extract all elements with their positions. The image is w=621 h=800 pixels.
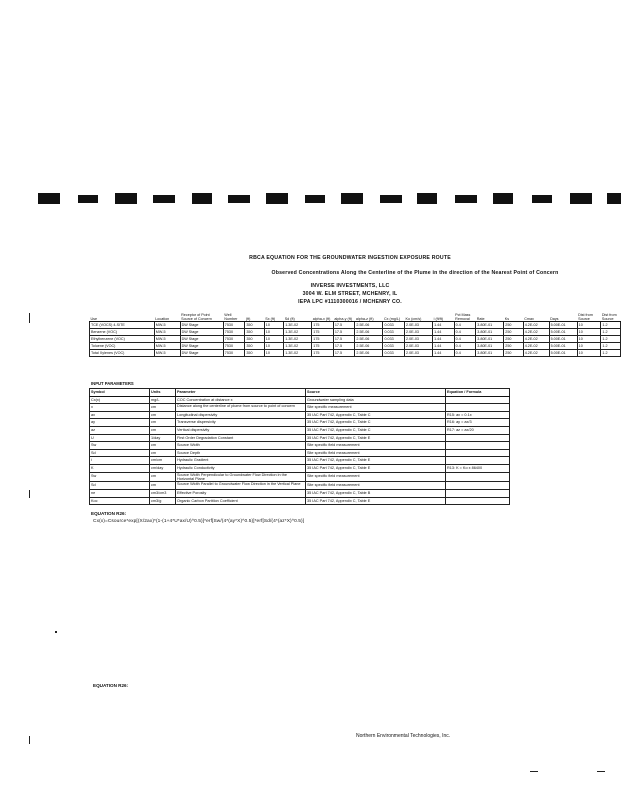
param-cell: COC Concentration at distance x: [176, 396, 306, 404]
scan-mark: [29, 736, 30, 744]
param-cell: First Order Degradation Constant: [176, 434, 306, 442]
param-cell: R13: K = Ko x 86400: [446, 464, 510, 472]
column-header: Rate: [476, 313, 504, 322]
table-cell: 4.2E-02: [523, 343, 549, 350]
param-cell: Groundwater sampling data: [306, 396, 446, 404]
param-cell: Hydraulic Conductivity: [176, 464, 306, 472]
param-cell: K: [90, 464, 150, 472]
table-cell: 5.00E-01: [549, 343, 577, 350]
param-cell: Effective Porosity: [176, 489, 306, 497]
parameter-table: [89, 388, 510, 505]
table-cell: 10: [577, 329, 601, 336]
table-cell: 2.5E-06: [355, 350, 383, 357]
table-cell: Toluene (VOC): [90, 343, 155, 350]
param-cell: 35 IAC Part 742, Appendix C, Table E: [306, 464, 446, 472]
table-cell: 3.80E-01: [476, 350, 504, 357]
table-cell: 10: [577, 350, 601, 357]
param-cell: 35 IAC Part 742, Appendix C, Table C: [306, 411, 446, 419]
column-header: Pct Mass Removal: [454, 313, 476, 322]
param-cell: cm: [150, 404, 176, 412]
param-cell: Transverse dispersivity: [176, 419, 306, 427]
param-cell: Distance along the centerline of plume from source to point of concern: [176, 404, 306, 412]
scan-mark: [29, 313, 30, 323]
table-cell: 0.4: [454, 343, 476, 350]
table-cell: 1.44: [433, 322, 455, 329]
table-cell: 2.5E-06: [355, 336, 383, 343]
table-cell: 4.2E-02: [523, 350, 549, 357]
table-cell: DW Stage: [180, 329, 223, 336]
table-cell: 1.3E-02: [284, 343, 312, 350]
table-cell: 0.033: [383, 329, 405, 336]
table-cell: 175: [312, 343, 334, 350]
param-cell: Site specific measurement: [306, 404, 446, 412]
table-cell: 1.44: [433, 329, 455, 336]
table-cell: 0.033: [383, 350, 405, 357]
column-header: Ko (cm/s): [405, 313, 433, 322]
table-cell: MW-5: [154, 329, 180, 336]
param-row: [90, 489, 510, 497]
column-header: Cx (mg/L): [383, 313, 405, 322]
param-cell: ne: [90, 489, 150, 497]
param-cell: 35 IAC Part 742, Appendix C, Table E: [306, 434, 446, 442]
table-cell: 7530: [223, 329, 245, 336]
param-row: [90, 482, 510, 490]
table-cell: 1.3E-02: [284, 350, 312, 357]
param-cell: Source Width Parallel to Groundwater Flow Direction in the Vertical Plane: [176, 482, 306, 490]
table-cell: 7530: [223, 336, 245, 343]
param-row: [90, 404, 510, 412]
param-cell: [446, 457, 510, 465]
equation-label-small: EQUATION R26:: [93, 683, 129, 688]
table-cell: 0.033: [383, 336, 405, 343]
param-cell: cm3/g: [150, 497, 176, 505]
param-cell: [446, 489, 510, 497]
param-row: [90, 396, 510, 404]
param-cell: cm: [150, 411, 176, 419]
table-cell: 3.80E-01: [476, 322, 504, 329]
table-cell: 2.0E-03: [405, 329, 433, 336]
param-cell: [446, 442, 510, 450]
table-cell: 2.0E-03: [405, 322, 433, 329]
param-cell: cm: [150, 472, 176, 482]
site-address: 3004 W. ELM STREET, MCHENRY, IL: [302, 291, 398, 297]
param-cell: [446, 434, 510, 442]
param-cell: [446, 497, 510, 505]
table-cell: 17.5: [333, 343, 355, 350]
table-cell: 1.3E-02: [284, 336, 312, 343]
param-row: [90, 472, 510, 482]
param-cell: Sw: [90, 442, 150, 450]
param-cell: Sw: [90, 472, 150, 482]
table-cell: 2.5E-06: [355, 343, 383, 350]
param-cell: [446, 482, 510, 490]
param-cell: cm: [150, 419, 176, 427]
table-cell: 7530: [223, 322, 245, 329]
table-cell: 4.2E-02: [523, 329, 549, 336]
param-row: [90, 419, 510, 427]
table-cell: MW-5: [154, 343, 180, 350]
table-row: [90, 329, 621, 336]
table-cell: 1.44: [433, 343, 455, 350]
table-cell: 0.4: [454, 336, 476, 343]
scan-mark: [530, 771, 538, 772]
param-cell: 35 IAC Part 742, Appendix C, Table E: [306, 457, 446, 465]
table-cell: 17.5: [333, 329, 355, 336]
table-cell: 1.3E-02: [284, 329, 312, 336]
table-cell: DW Stage: [180, 343, 223, 350]
param-cell: R16: ay = ax/3: [446, 419, 510, 427]
table-cell: Total Xylenes (VOC): [90, 350, 155, 357]
param-cell: Source Width Perpendicular to Groundwater Flow Direction in the Horizontal Plane: [176, 472, 306, 482]
table-cell: 1.44: [433, 336, 455, 343]
table-cell: 0.4: [454, 329, 476, 336]
param-row: [90, 449, 510, 457]
column-header: alpha-y (ft): [333, 313, 355, 322]
table-cell: 0.4: [454, 350, 476, 357]
param-cell: Site specific field measurement: [306, 482, 446, 490]
param-row: [90, 434, 510, 442]
param-cell: Site specific field measurement: [306, 442, 446, 450]
param-header-row: [90, 389, 510, 397]
column-header: alpha-x (ft): [312, 313, 334, 322]
footer-company: Northern Environmental Technologies, Inc.: [356, 733, 451, 739]
table-cell: 350: [245, 329, 264, 336]
param-cell: [446, 404, 510, 412]
page-subtitle: Observed Concentrations Along the Centerline of the Plume in the direction of the Nearest Point of Concern: [271, 270, 559, 276]
table-cell: TCE (VOCS) 4-SITE: [90, 322, 155, 329]
param-cell: Longitudinal dispersivity: [176, 411, 306, 419]
column-header: (ft): [245, 313, 264, 322]
param-cell: Organic Carbon Partition Coefficient: [176, 497, 306, 505]
param-cell: Source Depth: [176, 449, 306, 457]
param-cell: 1/day: [150, 434, 176, 442]
table-cell: 1.2: [601, 350, 621, 357]
redaction-bar-row: [0, 193, 621, 205]
table-cell: 350: [245, 336, 264, 343]
param-cell: 35 IAC Part 742, Appendix C, Table B: [306, 489, 446, 497]
param-cell: cm3/cm3: [150, 489, 176, 497]
param-cell: ax: [90, 411, 150, 419]
column-header: Location: [154, 313, 180, 322]
concentration-table: [89, 313, 621, 357]
table-cell: 3.80E-01: [476, 336, 504, 343]
param-row: [90, 497, 510, 505]
table-cell: 1.2: [601, 322, 621, 329]
table-cell: 1.2: [601, 336, 621, 343]
param-cell: Koc: [90, 497, 150, 505]
table-cell: 2.5E-06: [355, 322, 383, 329]
param-cell: [446, 396, 510, 404]
table-cell: 250: [504, 350, 523, 357]
param-column-header: Equation / Formula: [446, 389, 510, 397]
table-cell: 10: [577, 322, 601, 329]
table-header-row: [90, 313, 621, 322]
table-cell: 250: [504, 329, 523, 336]
param-cell: ay: [90, 419, 150, 427]
equation-text: Cx(x)=Csource*exp[(X/2ax)*(1-(1+4*U*ax/U)^0.5)]*erf[Sw/(4*(ay*X)^0.5)]*erf[Sd/(4*(az*X)^0.5)]: [93, 519, 305, 524]
column-header: Sx (ft): [264, 313, 283, 322]
param-cell: cm/cm: [150, 457, 176, 465]
table-cell: 1.2: [601, 343, 621, 350]
scan-mark: [55, 631, 57, 633]
table-cell: DW Stage: [180, 336, 223, 343]
param-column-header: Symbol: [90, 389, 150, 397]
param-cell: 35 IAC Part 742, Appendix C, Table C: [306, 426, 446, 434]
table-cell: 175: [312, 322, 334, 329]
table-cell: 5.00E-01: [549, 336, 577, 343]
scan-mark: [597, 771, 605, 772]
param-cell: Sd: [90, 482, 150, 490]
table-cell: MW-5: [154, 350, 180, 357]
param-cell: cm: [150, 442, 176, 450]
table-cell: 17.5: [333, 322, 355, 329]
table-cell: 17.5: [333, 336, 355, 343]
table-cell: Benzene (VOC): [90, 329, 155, 336]
table-cell: 175: [312, 329, 334, 336]
column-header: Well Number: [223, 313, 245, 322]
param-cell: Sd: [90, 449, 150, 457]
param-cell: cm: [150, 482, 176, 490]
param-cell: cm: [150, 426, 176, 434]
param-cell: R17: az = ax/20: [446, 426, 510, 434]
table-cell: 5.00E-01: [549, 322, 577, 329]
table-cell: MW-5: [154, 322, 180, 329]
param-cell: U: [90, 434, 150, 442]
table-cell: 10: [577, 336, 601, 343]
param-column-header: Parameter: [176, 389, 306, 397]
param-cell: Vertical dispersivity: [176, 426, 306, 434]
column-header: Ks: [504, 313, 523, 322]
param-cell: Source Width: [176, 442, 306, 450]
table-cell: 7530: [223, 350, 245, 357]
table-cell: 5.00E-01: [549, 329, 577, 336]
param-cell: Site specific field measurement: [306, 449, 446, 457]
table-cell: 4.2E-02: [523, 336, 549, 343]
param-cell: Hydraulic Gradient: [176, 457, 306, 465]
param-cell: x: [90, 404, 150, 412]
table-cell: 0.4: [454, 322, 476, 329]
table-cell: 350: [245, 322, 264, 329]
table-cell: 0.033: [383, 322, 405, 329]
table-cell: 10: [264, 322, 283, 329]
param-column-header: Source: [306, 389, 446, 397]
table-cell: 2.5E-06: [355, 329, 383, 336]
column-header: Use: [90, 313, 155, 322]
table-cell: 250: [504, 336, 523, 343]
column-header: Receptor of Point Source of Concern: [180, 313, 223, 322]
input-parameters-title: INPUT PARAMETERS: [91, 381, 134, 386]
table-cell: 350: [245, 350, 264, 357]
param-cell: i: [90, 457, 150, 465]
column-header: alpha-z (ft): [355, 313, 383, 322]
table-cell: 17.5: [333, 350, 355, 357]
table-cell: 3.80E-01: [476, 329, 504, 336]
table-row: [90, 343, 621, 350]
param-cell: 35 IAC Part 742, Appendix C, Table E: [306, 497, 446, 505]
table-cell: 175: [312, 350, 334, 357]
param-cell: Cx(x): [90, 396, 150, 404]
param-cell: [446, 472, 510, 482]
table-cell: 1.3E-02: [284, 322, 312, 329]
table-cell: MW-5: [154, 336, 180, 343]
table-cell: 1.44: [433, 350, 455, 357]
table-cell: 175: [312, 336, 334, 343]
page-title: RBCA EQUATION FOR THE GROUNDWATER INGESTION EXPOSURE ROUTE: [249, 255, 451, 261]
param-row: [90, 426, 510, 434]
param-cell: az: [90, 426, 150, 434]
table-cell: 10: [577, 343, 601, 350]
table-cell: 4.2E-02: [523, 322, 549, 329]
table-cell: Ethylbenzene (VOC): [90, 336, 155, 343]
table-cell: 1.2: [601, 329, 621, 336]
table-cell: DW Stage: [180, 322, 223, 329]
param-cell: mg/L: [150, 396, 176, 404]
param-cell: cm: [150, 449, 176, 457]
table-cell: 10: [264, 343, 283, 350]
table-cell: 250: [504, 322, 523, 329]
column-header: Days: [549, 313, 577, 322]
param-cell: cm/day: [150, 464, 176, 472]
column-header: Cmax: [523, 313, 549, 322]
table-cell: 350: [245, 343, 264, 350]
table-row: [90, 350, 621, 357]
param-cell: R15: ax = 0.1x: [446, 411, 510, 419]
table-cell: 7530: [223, 343, 245, 350]
param-cell: Site specific field measurement: [306, 472, 446, 482]
scan-mark: [29, 490, 30, 498]
table-cell: 10: [264, 350, 283, 357]
param-row: [90, 411, 510, 419]
param-cell: [446, 449, 510, 457]
table-cell: 2.0E-03: [405, 343, 433, 350]
param-row: [90, 442, 510, 450]
table-cell: 10: [264, 329, 283, 336]
param-cell: 35 IAC Part 742, Appendix C, Table C: [306, 419, 446, 427]
column-header: Dist from Source: [601, 313, 621, 322]
param-row: [90, 464, 510, 472]
company-name: INVERSE INVESTMENTS, LLC: [310, 283, 390, 289]
table-cell: 0.033: [383, 343, 405, 350]
column-header: Dist from Source: [577, 313, 601, 322]
table-cell: DW Stage: [180, 350, 223, 357]
equation-label: EQUATION R26:: [91, 511, 127, 516]
table-cell: 3.80E-01: [476, 343, 504, 350]
param-row: [90, 457, 510, 465]
lpc-number: IEPA LPC #1110300016 / MCHENRY CO.: [298, 299, 402, 305]
table-cell: 5.00E-01: [549, 350, 577, 357]
column-header: i (ft/ft): [433, 313, 455, 322]
column-header: Sd (ft): [284, 313, 312, 322]
table-cell: 2.0E-03: [405, 336, 433, 343]
param-column-header: Units: [150, 389, 176, 397]
table-cell: 250: [504, 343, 523, 350]
table-row: [90, 336, 621, 343]
table-cell: 10: [264, 336, 283, 343]
table-cell: 2.0E-03: [405, 350, 433, 357]
table-row: [90, 322, 621, 329]
